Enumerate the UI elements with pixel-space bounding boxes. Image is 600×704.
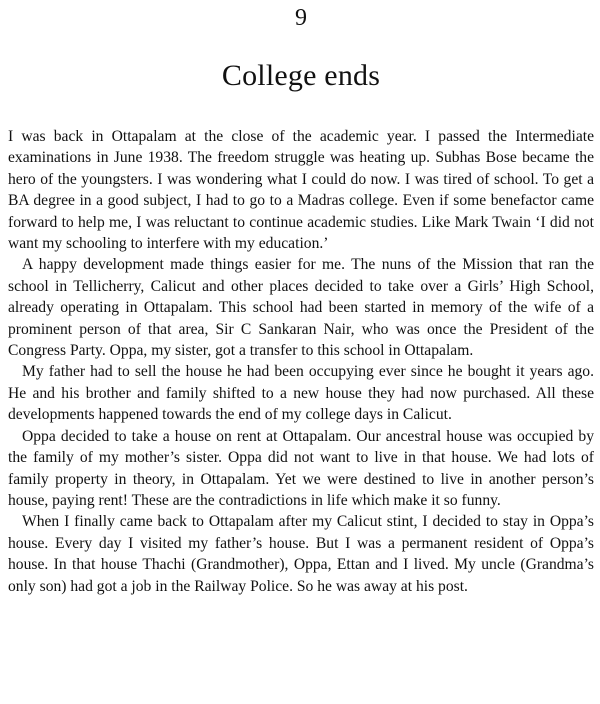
chapter-title: College ends: [221, 59, 381, 92]
chapter-body: [8, 126, 594, 597]
paragraph: Oppa decided to take a house on rent at Ottapalam. Our ancestral house was occupied by the family of my mother’s sister. Oppa did not want to live in that house. We had lots of family property in theory, in Ottapalam. Yet we were destined to live in another person’s house, paying rent! These are the contradictions in life which make it so funny.: [8, 427, 594, 509]
paragraph: I was back in Ottapalam at the close of the academic year. I passed the Intermediate examinations in June 1938. The freedom struggle was heating up. Subhas Bose became the hero of the youngsters. I was wondering what I could do now. I was tired of school. To get a BA degree in a good subject, I had to go to a Madras college. Even if some benefactor came forward to help me, I was reluctant to continue academic studies. Like Mark Twain ‘I did not want my schooling to interfere with my education.’: [8, 128, 594, 253]
paragraph: My father had to sell the house he had been occupying ever since he bought it years ago. He and his brother and family shifted to a new house they had now purchased. All these developments happened towards the end of my college days in Calicut.: [8, 363, 594, 424]
paragraph: When I finally came back to Ottapalam after my Calicut stint, I decided to stay in Oppa’s house. Every day I visited my father’s house. But I was a permanent resident of Oppa’s house. In that house Thachi (Grandmother), Oppa, Ettan and I lived. My uncle (Grandma’s only son) had got a job in the Railway Police. So he was away at his post.: [8, 513, 594, 595]
chapter-number: 9: [295, 5, 307, 31]
paragraph: A happy development made things easier for me. The nuns of the Mission that ran the school in Tellicherry, Calicut and other places decided to take over a Girls’ High School, already operating in Ottapalam. This school had been started in memory of the wife of a prominent person of that area, Sir C Sankaran Nair, who was once the President of the Congress Party. Oppa, my sister, got a transfer to this school in Ottapalam.: [8, 256, 594, 360]
